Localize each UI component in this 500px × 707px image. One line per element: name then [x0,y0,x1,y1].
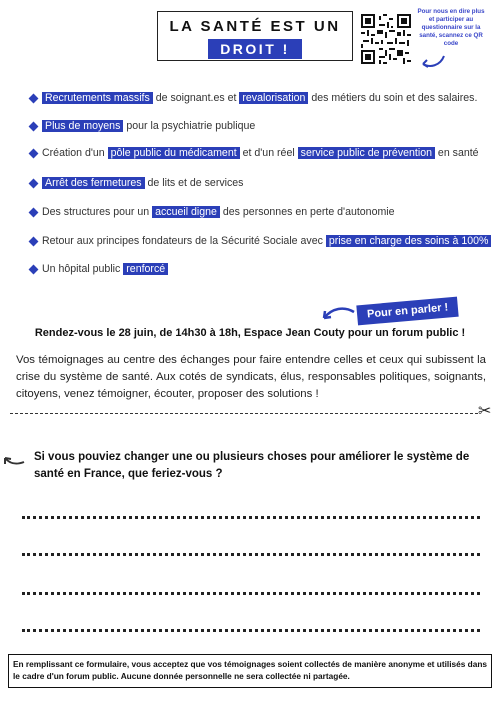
curved-arrow-icon [418,52,448,72]
highlighted-text: prise en charge des soins à 100% [326,235,492,247]
highlighted-text: service public de prévention [298,147,435,159]
diamond-bullet-icon [29,208,39,218]
curved-arrow-icon [2,454,28,468]
scissors-icon: ✂ [478,403,492,420]
intro-paragraph: Vos témoignages au centre des échanges pour faire entendre celles et ceux qui subissent la crise du système de santé. Aux cotés de syndicats, élus, responsables politiques, soignants, citoyens, venez témoigner, écouter, proposer des solutions ! [16,354,486,400]
consent-notice: En remplissant ce formulaire, vous acceptez que vos témoignages soient collectés de manière anonyme et utilisés dans le cadre d'un forum public. Aucune donnée personnelle ne sera collectée ni partagée. [8,654,492,688]
cut-line [10,413,478,414]
bullet-text-part: des métiers du soin et des salaires. [308,92,478,104]
bullet-text-part: Des structures pour un [42,206,153,218]
bullet-text-part: pour la psychiatrie publique [123,120,256,132]
highlighted-text: renforcé [123,263,168,275]
bullet-text-part: de soignant.es et [152,92,240,104]
diamond-bullet-icon [29,149,39,159]
qr-code-icon[interactable] [361,14,411,64]
bullet-text [42,235,492,248]
highlighted-text: pôle public du médicament [108,147,240,159]
bullet-text [42,263,492,276]
bullet-text-part: en santé [434,147,479,159]
highlighted-text: revalorisation [239,92,308,104]
title-box [157,11,353,61]
answer-line-3[interactable] [22,592,480,595]
diamond-bullet-icon [29,122,39,132]
bullet-text [42,147,492,160]
bullet-text-part: Création d'un [42,147,108,159]
diamond-bullet-icon [29,237,39,247]
qr-instructions: Pour nous en dire plus et participer au questionnaire sur la santé, scannez ce QR code [417,8,485,47]
speak-badge: Pour en parler ! [356,297,459,326]
highlighted-text: Plus de moyens [42,120,123,132]
answer-line-4[interactable] [22,629,480,632]
highlighted-text: Arrêt des fermetures [42,177,145,189]
bullet-text [42,92,492,105]
diamond-bullet-icon [29,94,39,104]
bullet-text-part: Un hôpital public [42,263,124,275]
bullet-text-part: de lits et de services [144,177,244,189]
bullet-text [42,120,492,133]
title-line-1: LA SANTÉ EST UN [169,18,341,35]
event-line: Rendez-vous le 28 juin, de 14h30 à 18h, Espace Jean Couty pour un forum public ! [34,327,466,339]
bullet-text [42,206,492,219]
curved-arrow-icon [318,304,358,324]
highlighted-text: Recrutements massifs [42,92,153,104]
answer-line-1[interactable] [22,516,480,519]
diamond-bullet-icon [29,179,39,189]
bullet-text-part: Retour aux principes fondateurs de la Sécurité Sociale avec [42,235,326,247]
highlighted-text: accueil digne [152,206,220,218]
survey-question: Si vous pouviez changer une ou plusieurs choses pour améliorer le système de santé en France, que feriez-vous ? [34,451,470,480]
title-line-2: DROIT ! [208,39,302,59]
diamond-bullet-icon [29,265,39,275]
bullet-text-part: et d'un réel [239,147,298,159]
bullet-text-part: des personnes en perte d'autonomie [219,206,395,218]
bullet-text [42,177,492,190]
answer-line-2[interactable] [22,553,480,556]
